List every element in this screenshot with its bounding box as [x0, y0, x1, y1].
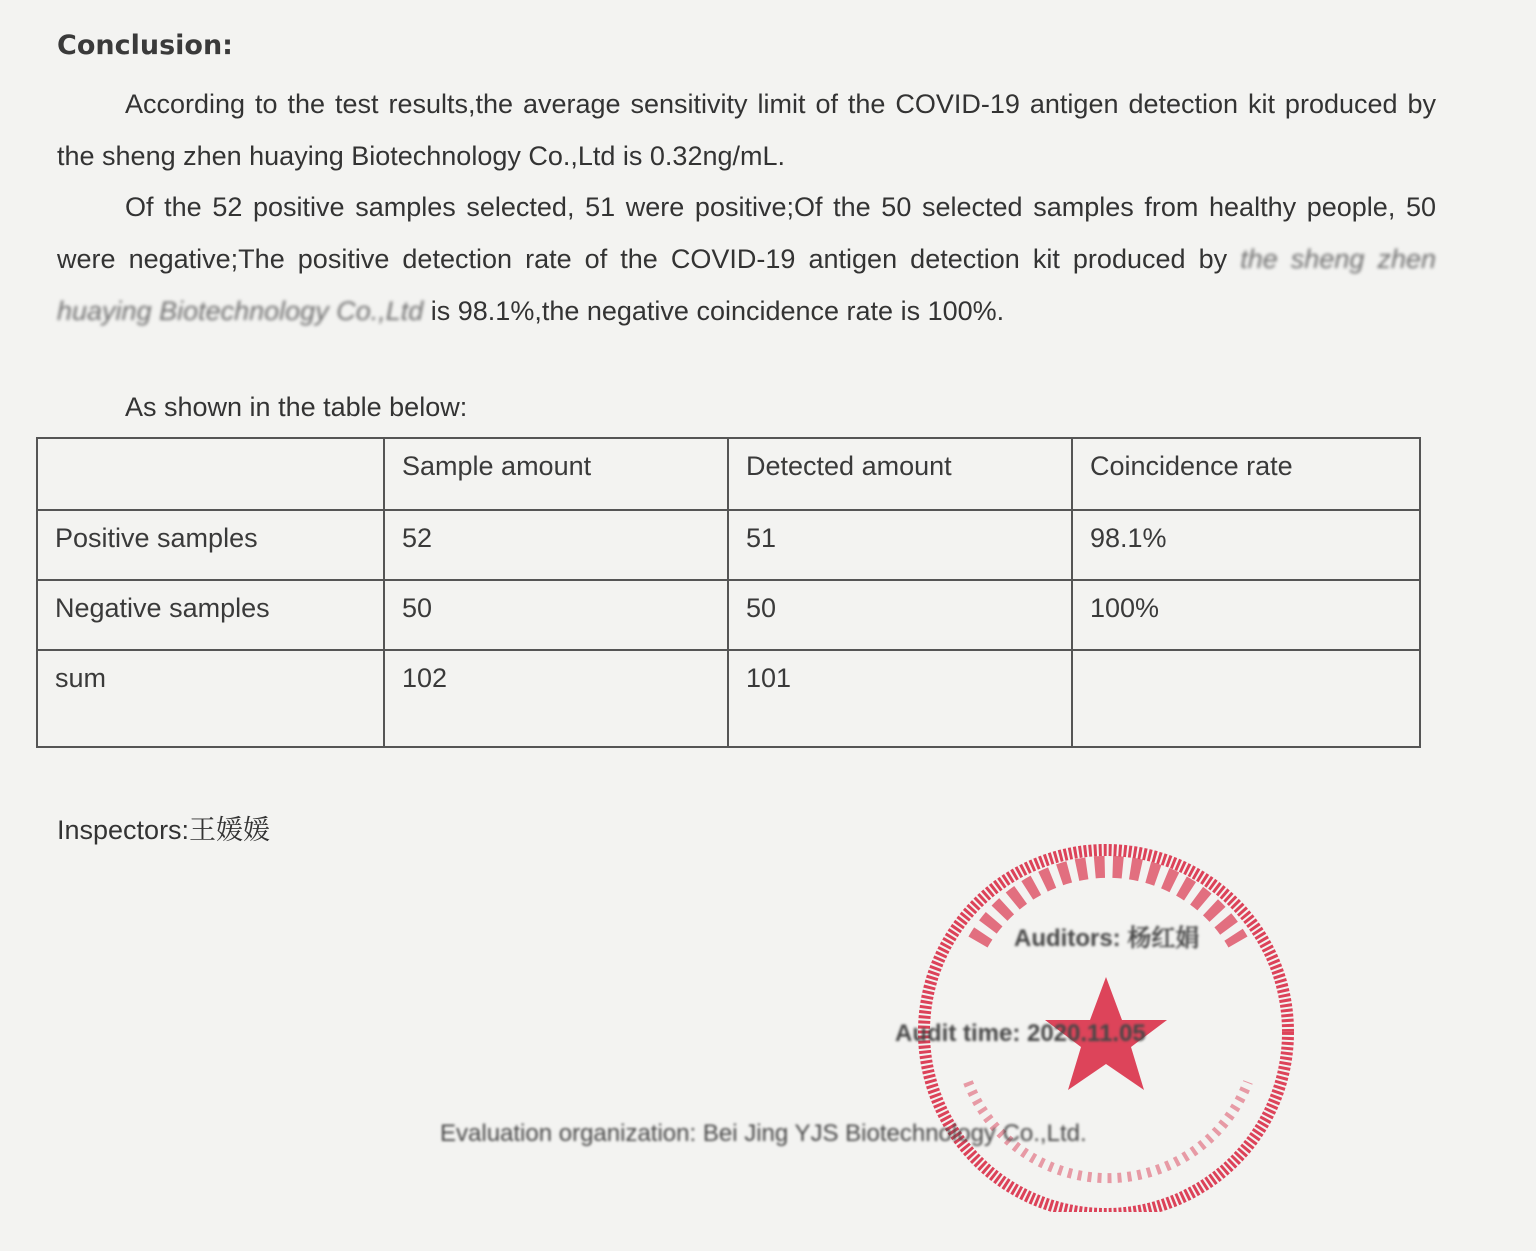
auditors-signature: Auditors: 杨红娟 [1014, 925, 1200, 952]
table-cell: 98.1% [1072, 510, 1420, 580]
table-cell: 51 [728, 510, 1072, 580]
table-row [37, 650, 1420, 747]
audit-time: Audit time: 2020.11.05 [895, 1020, 1146, 1047]
table-cell: 100% [1072, 580, 1420, 650]
table-cell: 52 [384, 510, 728, 580]
table-header-cell: Sample amount [384, 438, 728, 510]
table-cell: Positive samples [37, 510, 384, 580]
results-table [36, 437, 1421, 748]
table-cell: Negative samples [37, 580, 384, 650]
paragraph-sensitivity [57, 78, 1436, 182]
paragraph-detection-end: is 98.1%,the negative coincidence rate is 100%. [423, 296, 1005, 326]
table-cell: 102 [384, 650, 728, 747]
table-cell: 101 [728, 650, 1072, 747]
table-header-row [37, 438, 1420, 510]
paragraph-sensitivity-text: According to the test results,the average sensitivity limit of the COVID-19 antigen detection kit produced by the sheng zhen huaying Biotechnology Co.,Ltd is 0.32ng/mL. [57, 89, 1436, 171]
paragraph-detection-start: Of the 52 positive samples selected, 51 were positive;Of the 50 selected samples from healthy people, 50 were negative;The positive detection rate of the COVID-19 antigen detection kit produced by [57, 192, 1436, 274]
table-header-cell: Coincidence rate [1072, 438, 1420, 510]
table-lead-text: As shown in the table below: [125, 392, 468, 422]
table-cell [1072, 650, 1420, 747]
table-header-cell: Detected amount [728, 438, 1072, 510]
paragraph-detection-rate [57, 181, 1436, 337]
table-row [37, 580, 1420, 650]
table-cell: sum [37, 650, 384, 747]
table-row [37, 510, 1420, 580]
table-cell: 50 [384, 580, 728, 650]
table-header-cell [37, 438, 384, 510]
conclusion-heading: Conclusion: [57, 30, 233, 61]
table-cell: 50 [728, 580, 1072, 650]
inspectors-line: Inspectors:王媛媛 [57, 815, 271, 845]
blurred-company-name: the sheng zhen huaying Biotechnology Co.,Ltd [57, 244, 1436, 326]
evaluation-organization: Evaluation organization: Bei Jing YJS Biotechnology Co.,Ltd. [440, 1120, 1087, 1147]
